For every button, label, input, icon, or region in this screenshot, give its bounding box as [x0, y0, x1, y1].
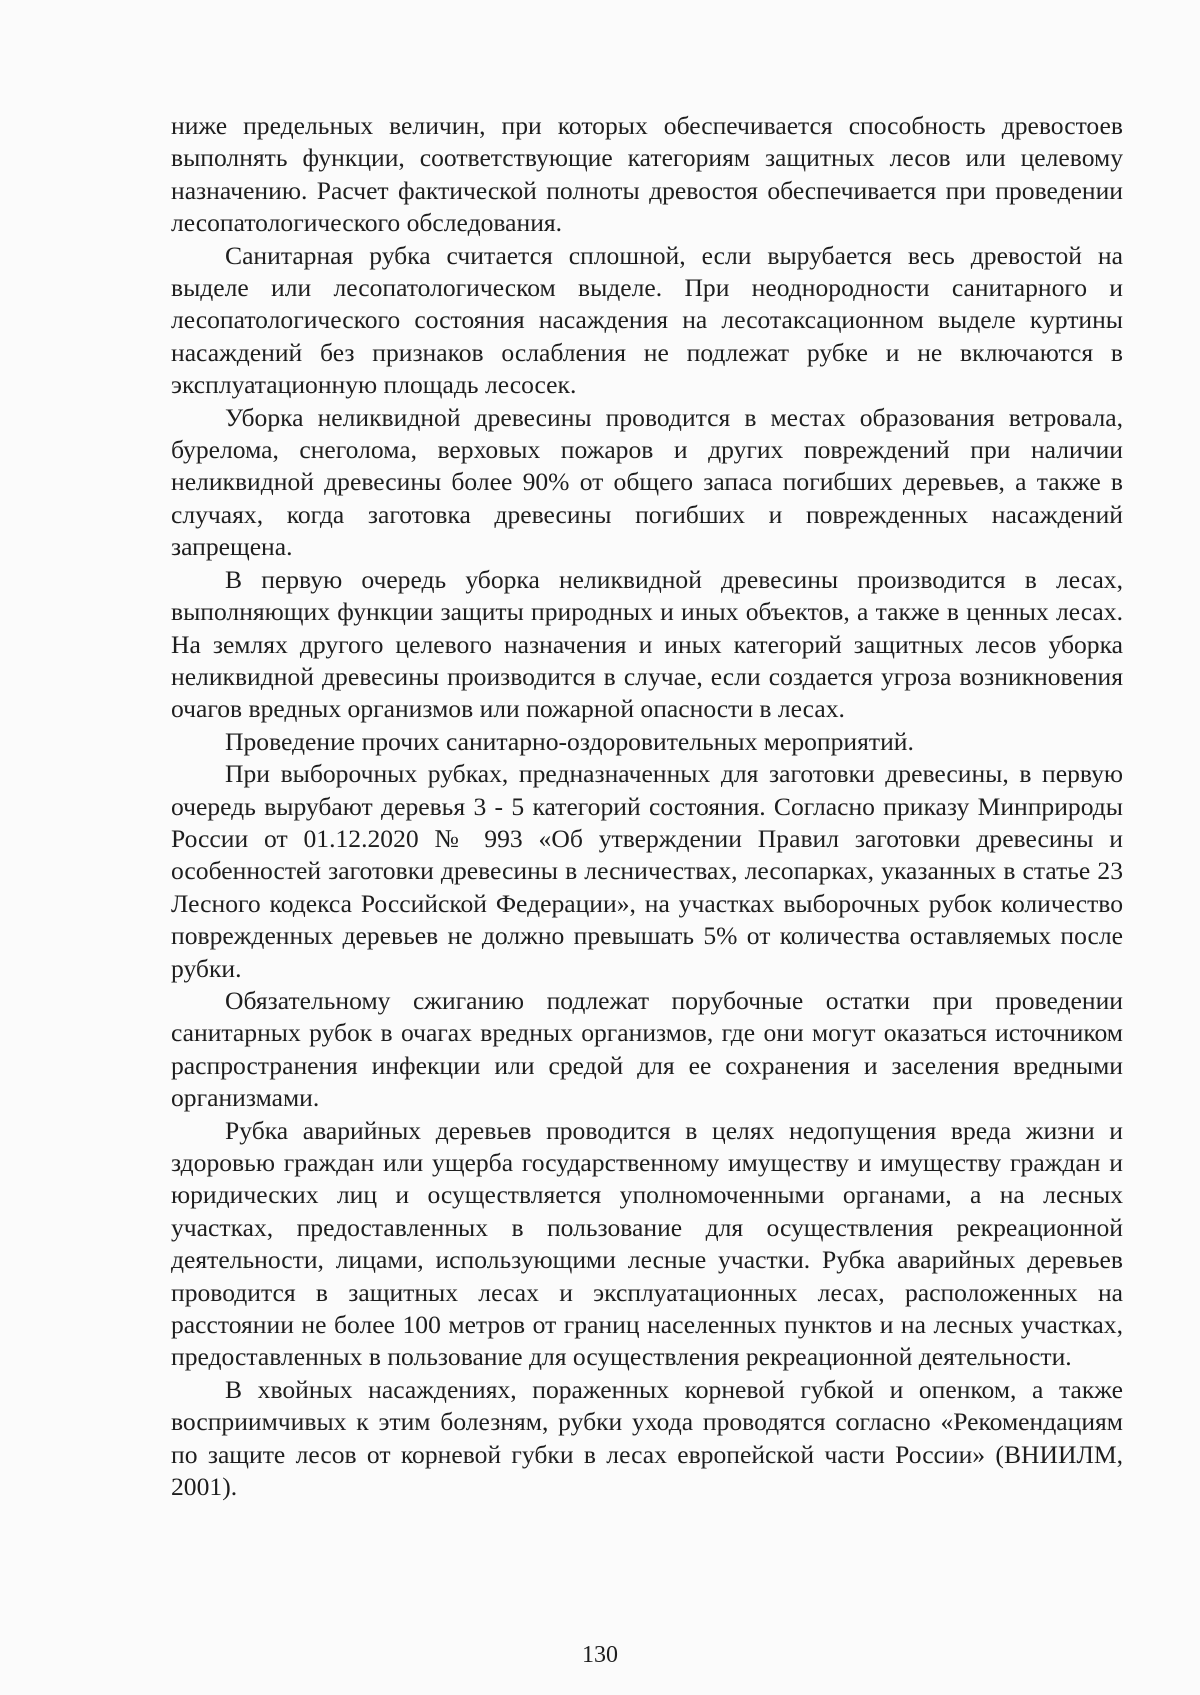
paragraph-4: В первую очередь уборка неликвидной древесины производится в лесах, выполняющих функции защиты природных и иных объектов, а также в ценных лесах. На землях другого целевого назначения и иных категорий защитных лесов уборка неликвидной древесины производится в случае, если создается угроза возникновения очагов вредных организмов или пожарной опасности в лесах.	[171, 564, 1123, 724]
paragraph-8: Рубка аварийных деревьев проводится в целях недопущения вреда жизни и здоровью граждан или ущерба государственному имуществу и имуществу граждан и юридических лиц и осуществляется уполномоченными органами, а на лесных участках, предоставленных в пользование для осуществления рекреационной деятельности, лицами, использующими лесные участки. Рубка аварийных деревьев проводится в защитных лесах и эксплуатационных лесах, расположенных на расстоянии не более 100 метров от границ населенных пунктов и на лесных участках, предоставленных в пользование для осуществления рекреационной деятельности.	[171, 1115, 1123, 1372]
paragraph-1: ниже предельных величин, при которых обеспечивается способность древостоев выполнять функции, соответствующие категориям защитных лесов или целевому назначению. Расчет фактической полноты древостоя обеспечивается при проведении лесопатологического обследования.	[171, 111, 1123, 238]
paragraph-2: Санитарная рубка считается сплошной, если вырубается весь древостой на выделе или лесопатологическом выделе. При неоднородности санитарного и лесопатологического состояния насаждения на лесотаксационном выделе куртины насаждений без признаков ослабления не подлежат рубке и не включаются в эксплуатационную площадь лесосек.	[171, 240, 1123, 400]
paragraph-3: Уборка неликвидной древесины проводится в местах образования ветровала, бурелома, снеголома, верховых пожаров и других повреждений при наличии неликвидной древесины более 90% от общего запаса погибших деревьев, а также в случаях, когда заготовка древесины погибших и поврежденных насаждений запрещена.	[171, 402, 1123, 562]
page-number: 130	[582, 1642, 618, 1668]
paragraph-5: Проведение прочих санитарно-оздоровительных мероприятий.	[225, 726, 914, 756]
paragraph-9: В хвойных насаждениях, пораженных корневой губкой и опенком, а также восприимчивых к этим болезням, рубки ухода проводятся согласно «Рекомендациям по защите лесов от корневой губки в лесах европейской части России» (ВНИИЛМ, 2001).	[171, 1374, 1123, 1502]
paragraph-7: Обязательному сжиганию подлежат порубочные остатки при проведении санитарных рубок в очагах вредных организмов, где они могут оказаться источником распространения инфекции или средой для ее сохранения и заселения вредными организмами.	[171, 985, 1123, 1113]
paragraph-6: При выборочных рубках, предназначенных для заготовки древесины, в первую очередь вырубают деревья 3 - 5 категорий состояния. Согласно приказу Минприроды России от 01.12.2020 № 993 «Об утверждении Правил заготовки древесины и особенностей заготовки древесины в лесничествах, лесопарках, указанных в статье 23 Лесного кодекса Российской Федерации», на участках выборочных рубок количество поврежденных деревьев не должно превышать 5% от количества оставляемых после рубки.	[171, 759, 1123, 983]
document-body	[171, 110, 1123, 1503]
